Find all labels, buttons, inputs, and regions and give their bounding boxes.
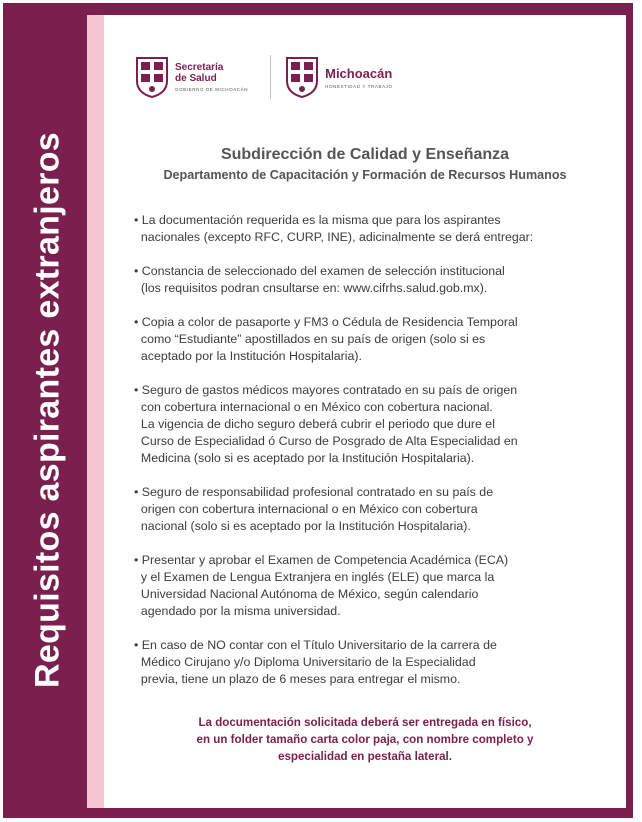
- side-title-text: Requisitos aspirantes extranjeros: [28, 132, 67, 688]
- note-line: en un folder tamaño carta color paja, con nombre completo y: [196, 733, 534, 746]
- requirement-line: previa, tiene un plazo de 6 meses para entregar el mismo.: [134, 672, 461, 686]
- requirement-line: Medicina (solo si es aceptado por la Institución Hospitalaria).: [134, 451, 475, 465]
- note-line: especialidad en pestaña lateral.: [278, 750, 452, 763]
- delivery-note: [104, 714, 626, 765]
- michoacan-shield-icon: [285, 55, 319, 99]
- requirement-line: agendado por la misma universidad.: [134, 604, 341, 618]
- requirement-line: • Seguro de responsabilidad profesional contratado en su país de: [134, 485, 494, 499]
- requirement-line: La vigencia de dicho seguro deberá cubrir el periodo que dure el: [134, 417, 495, 431]
- logo-divider: [270, 55, 271, 99]
- requirement-line: con cobertura internacional o en México con cobertura nacional.: [134, 400, 493, 414]
- document-title: Subdirección de Calidad y Enseñanza: [220, 146, 510, 163]
- requirement-item: [134, 212, 600, 246]
- requirement-line: Curso de Especialidad ó Curso de Posgrado de Alta Especialidad en: [134, 434, 518, 448]
- requirement-line: Universidad Nacional Autónoma de México, según calendario: [134, 587, 479, 601]
- requirement-line: • Seguro de gastos médicos mayores contratado en su país de origen: [134, 383, 518, 397]
- secretaria-line1: Secretaría: [175, 62, 224, 73]
- requirement-item: [134, 552, 600, 620]
- michoacan-name: Michoacán: [325, 65, 393, 81]
- header-logos: [135, 48, 475, 106]
- requirement-line: nacionales (excepto RFC, CURP, INE), adicinalmente se derá entregar:: [134, 230, 534, 244]
- document-subtitle: Departamento de Capacitación y Formación de Recursos Humanos: [163, 168, 567, 182]
- secretaria-logo: [135, 55, 248, 99]
- secretaria-line2: de Salud: [175, 73, 217, 84]
- requirement-line: • Presentar y aprobar el Examen de Competencia Académica (ECA): [134, 553, 509, 567]
- document-heading: [104, 146, 626, 182]
- requirement-line: y el Examen de Lengua Extranjera en inglés (ELE) que marca la: [134, 570, 495, 584]
- requirement-item: [134, 263, 600, 297]
- requirements-list: [134, 212, 600, 705]
- coat-of-arms-icon: [135, 55, 169, 99]
- requirement-line: aceptado por la Institución Hospitalaria).: [134, 349, 362, 363]
- requirement-item: [134, 314, 600, 365]
- requirement-line: • Constancia de seleccionado del examen de selección institucional: [134, 264, 505, 278]
- requirement-line: • La documentación requerida es la misma que para los aspirantes: [134, 213, 501, 227]
- requirement-item: [134, 382, 600, 467]
- requirement-line: nacional (solo si es aceptado por la Institución Hospitalaria).: [134, 519, 471, 533]
- requirement-line: origen con cobertura internacional o en México con cobertura: [134, 502, 478, 516]
- note-line: La documentación solicitada deberá ser entregada en físico,: [198, 716, 532, 729]
- side-title: [28, 95, 68, 725]
- michoacan-sub: HONESTIDAD Y TRABAJO: [325, 83, 393, 89]
- requirement-line: • Copia a color de pasaporte y FM3 o Cédula de Residencia Temporal: [134, 315, 518, 329]
- requirement-line: Médico Cirujano y/o Diploma Universitario de la Especialidad: [134, 655, 476, 669]
- requirement-line: como “Estudiante” apostillados en su país de origen (solo si es: [134, 332, 486, 346]
- requirement-line: • En caso de NO contar con el Título Universitario de la carrera de: [134, 638, 497, 652]
- requirement-item: [134, 637, 600, 688]
- requirement-line: (los requisitos podran cnsultarse en: www.cifrhs.salud.gob.mx).: [134, 281, 488, 295]
- secretaria-sub: GOBIERNO DE MICHOACÁN: [175, 87, 249, 92]
- michoacan-logo: [285, 55, 393, 99]
- requirement-item: [134, 484, 600, 535]
- pink-stripe: [87, 15, 104, 808]
